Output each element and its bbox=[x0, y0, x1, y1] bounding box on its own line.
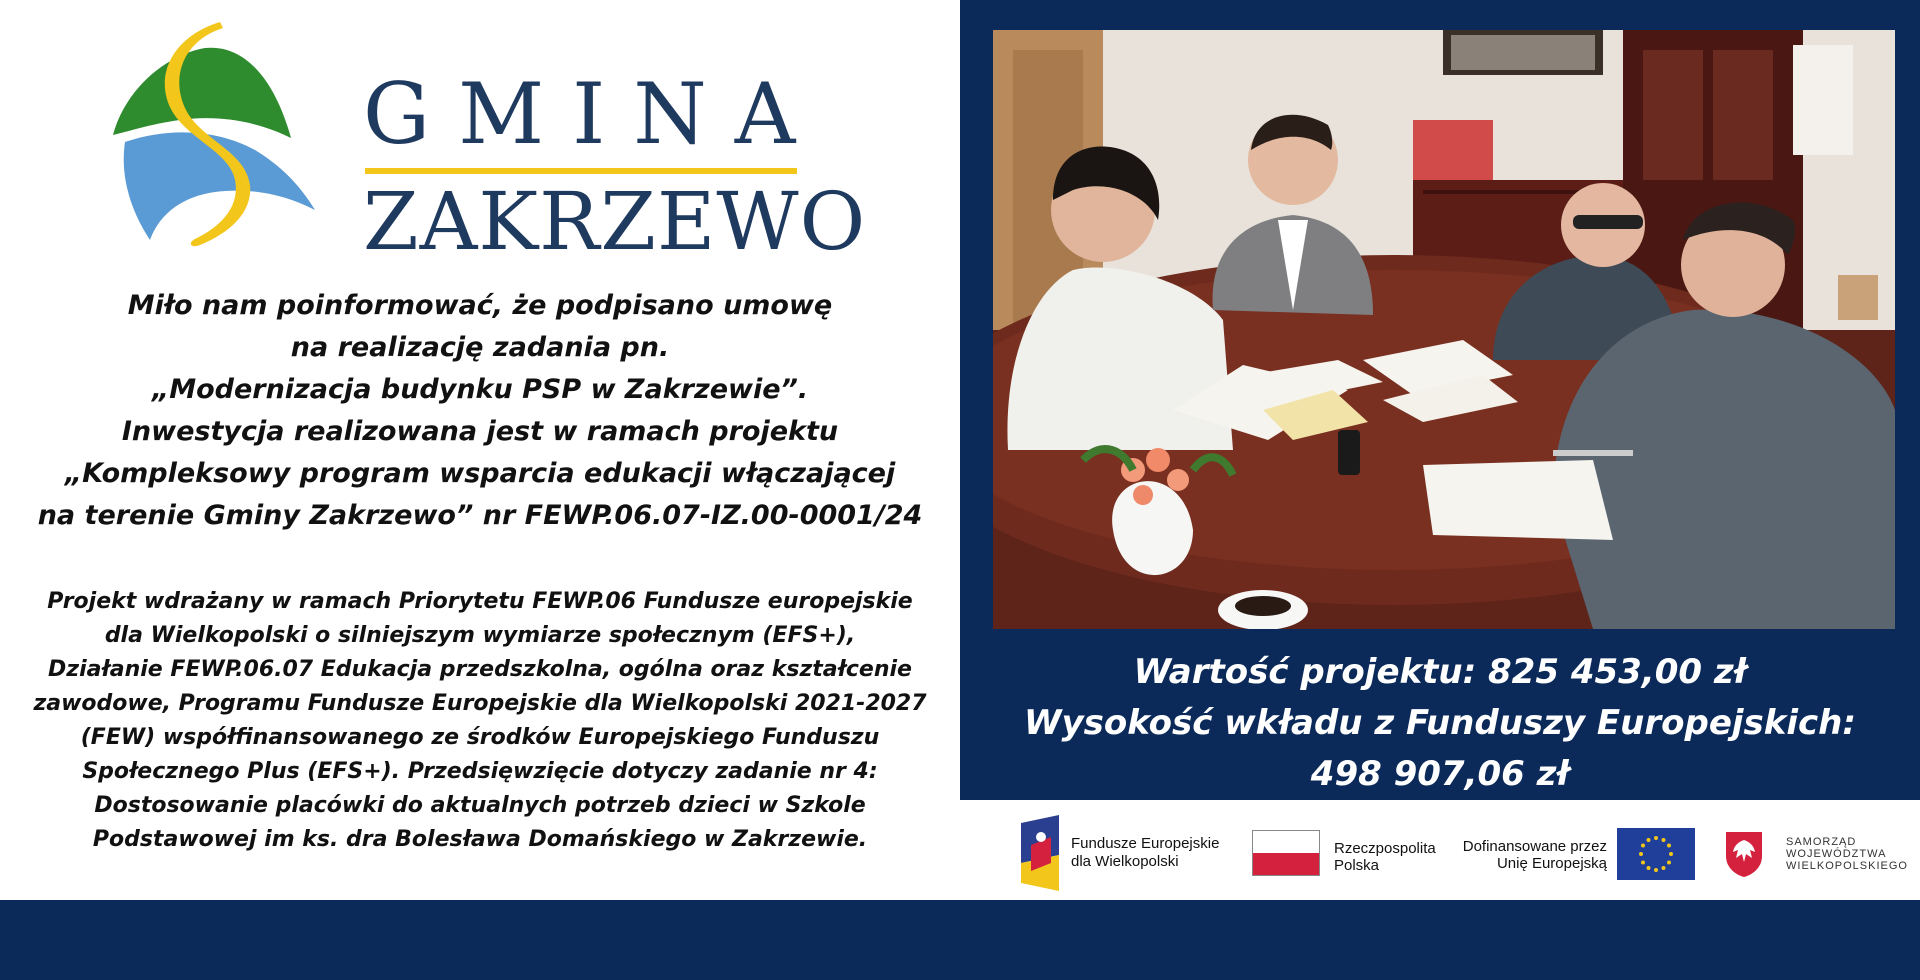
project-line: zawodowe, Programu Fundusze Europejskie dla Wielkopolski 2021-2027 bbox=[33, 691, 927, 716]
project-line: Dostosowanie placówki do aktualnych potrzeb dzieci w Szkole bbox=[94, 793, 866, 818]
project-line: Podstawowej im ks. dra Bolesława Domańskiego w Zakrzewie. bbox=[92, 827, 868, 852]
photo-illustration bbox=[993, 30, 1895, 629]
project-description bbox=[8, 585, 952, 857]
project-value: Wartość projektu: 825 453,00 zł bbox=[1133, 652, 1747, 692]
gmina-emblem-icon bbox=[105, 20, 335, 265]
eu-cofunded-logo bbox=[1455, 826, 1695, 882]
eagle-shield-icon bbox=[1724, 830, 1764, 878]
announcement-line: Inwestycja realizowana jest w ramach projektu bbox=[121, 416, 839, 447]
announcement-text bbox=[10, 285, 950, 537]
announcement-line: Miło nam poinformować, że podpisano umowę bbox=[127, 290, 833, 321]
fundusze-europejskie-logo bbox=[1021, 815, 1241, 891]
logo-word-zakrzewo: ZAKRZEWO bbox=[363, 175, 867, 268]
logo-word-gmina: GMINA bbox=[363, 65, 824, 163]
fundusze-europejskie-icon bbox=[1021, 815, 1061, 891]
project-line: dla Wielkopolski o silniejszym wymiarze społecznym (EFS+), bbox=[104, 623, 856, 648]
pl-logo-line1: Rzeczpospolita bbox=[1334, 840, 1436, 857]
fe-logo-line2: dla Wielkopolski bbox=[1071, 853, 1179, 870]
fe-logo-line1: Fundusze Europejskie bbox=[1071, 835, 1220, 852]
eu-logo-line1: Dofinansowane przez bbox=[1462, 838, 1607, 855]
announcement-line: na terenie Gminy Zakrzewo” nr FEWP.06.07-IZ.00-0001/24 bbox=[37, 500, 923, 531]
funding-values bbox=[960, 647, 1920, 800]
polish-flag-icon bbox=[1252, 830, 1320, 876]
samorzad-wojewodztwa-logo bbox=[1724, 826, 1908, 882]
gmina-zakrzewo-logo bbox=[105, 20, 867, 268]
project-line: (FEW) współfinansowanego ze środków Europejskiego Funduszu bbox=[80, 725, 880, 750]
sw-logo-line2: WOJEWÓDZTWA bbox=[1786, 848, 1887, 860]
eu-flag-icon bbox=[1617, 828, 1695, 880]
announcement-line: na realizację zadania pn. bbox=[290, 332, 670, 363]
project-line: Działanie FEWP.06.07 Edukacja przedszkolna, ogólna oraz kształcenie bbox=[48, 657, 912, 682]
eu-contribution-label: Wysokość wkładu z Funduszy Europejskich: bbox=[1024, 703, 1856, 743]
bottom-band bbox=[0, 900, 1920, 980]
project-line: Projekt wdrażany w ramach Priorytetu FEWP.06 Fundusze europejskie bbox=[47, 589, 913, 614]
sw-logo-line1: SAMORZĄD bbox=[1786, 836, 1857, 848]
eu-logo-line2: Unię Europejską bbox=[1496, 855, 1607, 872]
pl-logo-line2: Polska bbox=[1334, 857, 1380, 874]
contract-signing-photo bbox=[993, 30, 1895, 629]
eu-contribution-value: 498 907,06 zł bbox=[1310, 754, 1570, 794]
sw-logo-line3: WIELKOPOLSKIEGO bbox=[1786, 860, 1908, 872]
announcement-line: „Modernizacja budynku PSP w Zakrzewie”. bbox=[151, 374, 809, 405]
rzeczpospolita-polska-logo bbox=[1252, 830, 1452, 878]
project-line: Społecznego Plus (EFS+). Przedsięwzięcie dotyczy zadanie nr 4: bbox=[82, 759, 878, 784]
announcement-line: „Kompleksowy program wsparcia edukacji włączającej bbox=[64, 458, 896, 489]
logo-yellow-line bbox=[365, 168, 797, 174]
